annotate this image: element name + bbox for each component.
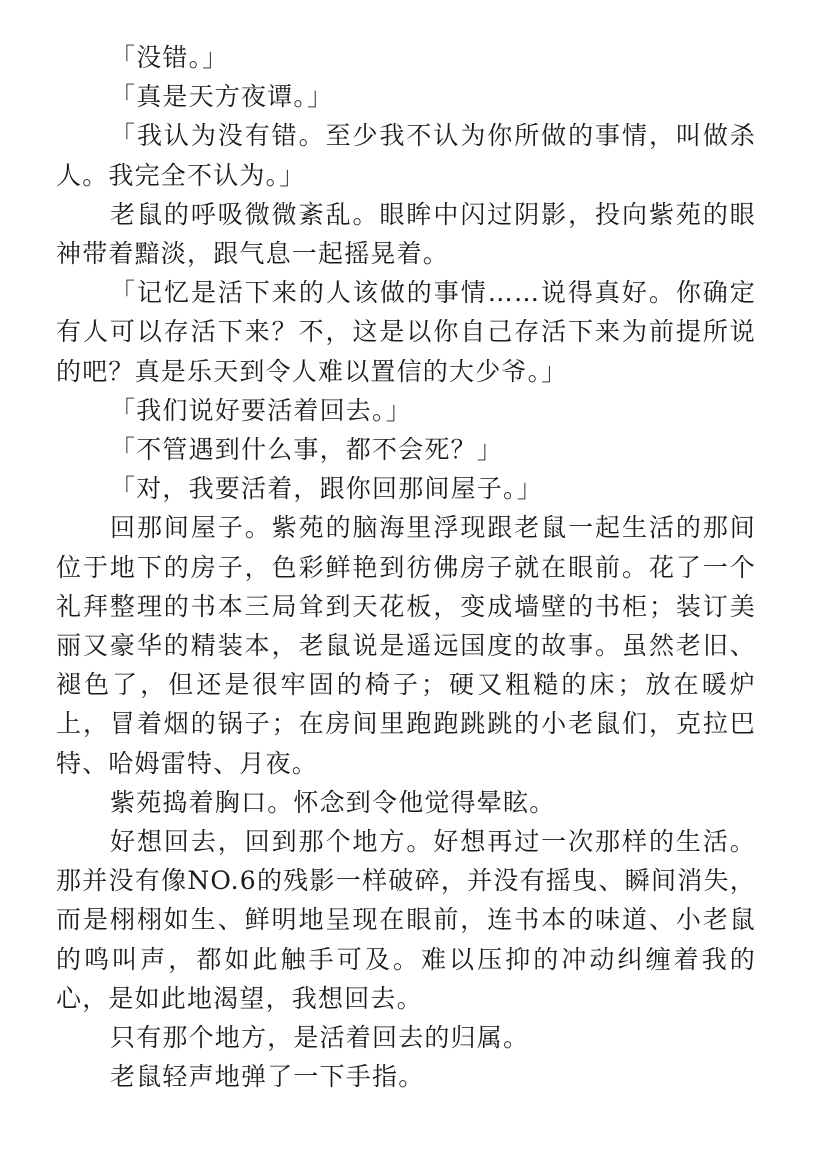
paragraph: 「我认为没有错。至少我不认为你所做的事情，叫做杀人。我完全不认为。」 xyxy=(56,121,756,190)
paragraph: 回那间屋子。紫苑的脑海里浮现跟老鼠一起生活的那间位于地下的房子，色彩鲜艳到彷佛房子就在眼前。花了一个礼拜整理的书本三局耸到天花板，变成墙壁的书柜；装订美丽又豪华的精装本，老鼠说是遥远国度的故事。虽然老旧、褪色了，但还是很牢固的椅子；硬又粗糙的床；放在暖炉上，冒着烟的锅子；在房间里跑跑跳跳的小老鼠们，克拉巴特、哈姆雷特、月夜。 xyxy=(56,513,756,778)
paragraph: 老鼠的呼吸微微紊乱。眼眸中闪过阴影，投向紫苑的眼神带着黯淡，跟气息一起摇晃着。 xyxy=(56,199,756,269)
paragraph: 「对，我要活着，跟你回那间屋子。」 xyxy=(110,474,543,504)
paragraph: 「记忆是活下来的人该做的事情……说得真好。你确定有人可以存活下来？不，这是以你自己存活下来为前提所说的吧？真是乐天到令人难以置信的大少爷。」 xyxy=(56,278,756,386)
paragraph: 紫苑捣着胸口。怀念到令他觉得晕眩。 xyxy=(110,787,556,817)
paragraph: 「真是天方夜谭。」 xyxy=(110,82,334,112)
paragraph: 老鼠轻声地弹了一下手指。 xyxy=(110,1062,425,1092)
page-body xyxy=(56,38,756,1096)
paragraph: 「没错。」 xyxy=(110,43,229,72)
paragraph: 「不管遇到什么事，都不会死？」 xyxy=(110,435,504,465)
paragraph: 「我们说好要活着回去。」 xyxy=(110,395,412,425)
paragraph: 好想回去，回到那个地方。好想再过一次那样的生活。那并没有像NO.6的残影一样破碎，并没有摇曳、瞬间消失，而是栩栩如生、鲜明地呈现在眼前，连书本的味道、小老鼠的鸣叫声，都如此触手可及。难以压抑的冲动纠缠着我的心，是如此地渴望，我想回去。 xyxy=(56,827,756,1013)
paragraph: 只有那个地方，是活着回去的归属。 xyxy=(110,1023,530,1053)
